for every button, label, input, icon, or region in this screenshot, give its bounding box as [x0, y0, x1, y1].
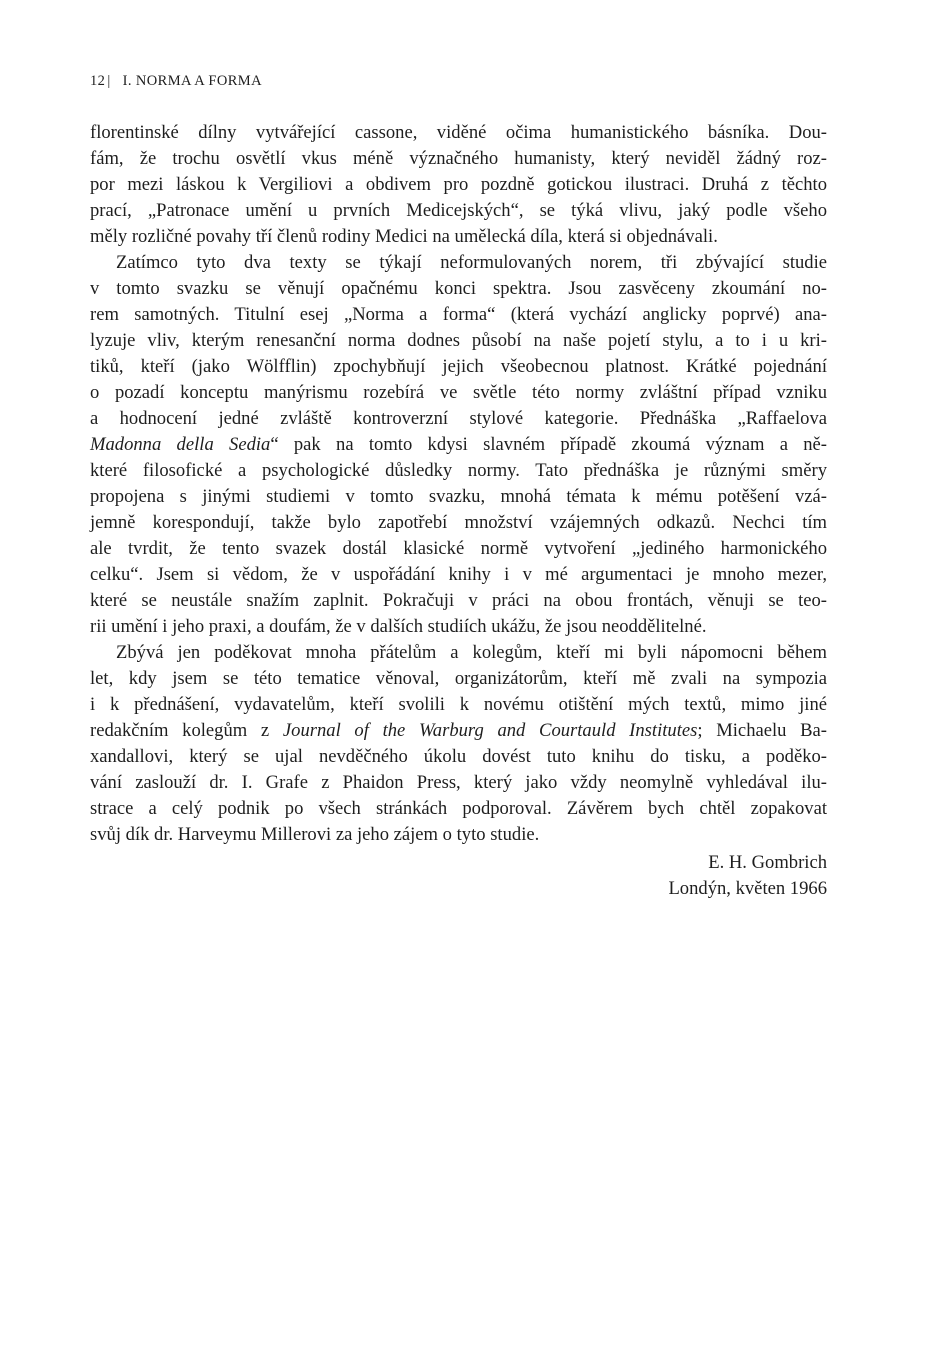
text-line: fám, že trochu osvětlí vkus méně význačného humanisty, který neviděl žádný roz-: [90, 148, 827, 169]
header-separator: |: [107, 73, 111, 89]
body-text: [90, 120, 827, 848]
text-line: jemně korespondují, takže bylo zapotřebí množství vzájemných odkazů. Nechci tím: [90, 512, 827, 533]
paragraph: [90, 250, 827, 640]
author-name: E. H. Gombrich: [708, 852, 827, 873]
italic-title: Madonna della Sedia: [90, 434, 271, 455]
text-line: xandallovi, který se ujal nevděčného úkolu dovést tuto knihu do tisku, a poděko-: [90, 746, 827, 767]
text-line: rem samotných. Titulní esej „Norma a forma“ (která vychází anglicky poprvé) ana-: [90, 304, 827, 325]
text-line: celku“. Jsem si vědom, že v uspořádání knihy i v mé argumentaci je mnoho mezer,: [90, 564, 827, 585]
line-segment: redakčním kolegům z: [90, 720, 283, 741]
text-line: které se neustále snažím zaplnit. Pokračuji v práci na obou frontách, věnuji se teo-: [90, 590, 827, 611]
text-line: a hodnocení jedné zvláště kontroverzní stylové kategorie. Přednáška „Raffaelova: [90, 408, 827, 429]
text-line: Zbývá jen poděkovat mnoha přátelům a kolegům, kteří mi byli nápomocni během: [116, 642, 827, 663]
text-line: Zatímco tyto dva texty se týkají neformulovaných norem, tři zbývající studie: [116, 252, 827, 273]
text-line: v tomto svazku se věnují opačnému konci spektra. Jsou zasvěceny zkoumání no-: [90, 278, 827, 299]
text-line: florentinské dílny vytvářející cassone, viděné očima humanistického básníka. Dou-: [90, 122, 827, 143]
text-line: ale tvrdit, že tento svazek dostál klasické normě vytvoření „jediného harmonického: [90, 538, 827, 559]
text-line: svůj dík dr. Harveymu Millerovi za jeho zájem o tyto studie.: [90, 824, 540, 845]
line-segment: ; Michaelu Ba-: [697, 720, 827, 741]
text-line: [90, 432, 827, 458]
text-line: i k přednášení, vydavatelům, kteří svolili k novému otištění mých textů, mimo jiné: [90, 694, 827, 715]
signature-block: [668, 850, 827, 902]
text-line: vání zaslouží dr. I. Grafe z Phaidon Press, který jako vždy neomylně vyhledával ilu-: [90, 772, 827, 793]
text-line: tiků, kteří (jako Wölfflin) zpochybňují jejich všeobecnou platnost. Krátké pojednání: [90, 356, 827, 377]
text-line: strace a celý podnik po všech stránkách podporoval. Závěrem bych chtěl zopakovat: [90, 798, 827, 819]
text-line: let, kdy jsem se této tematice věnoval, organizátorům, kteří mě zvali na sympozia: [90, 668, 827, 689]
italic-title: Journal of the Warburg and Courtauld Institutes: [282, 720, 698, 741]
paragraph: [90, 640, 827, 848]
chapter-title: I. NORMA A FORMA: [122, 73, 262, 89]
text-line: propojena s jinými studiemi v tomto svazku, mnohá témata k mému potěšení vzá-: [90, 486, 827, 507]
text-line: lyzuje vliv, kterým renesanční norma dodnes působí na naše pojetí stylu, a to i u kri-: [90, 330, 827, 351]
text-line: prací, „Patronace umění u prvních Medicejských“, se týká vlivu, jaký podle všeho: [90, 200, 827, 221]
text-line: por mezi láskou k Vergiliovi a obdivem pro pozdně gotickou ilustraci. Druhá z těchto: [90, 174, 827, 195]
text-line: které filosofické a psychologické důsledky normy. Tato přednáška je různými směry: [90, 460, 827, 481]
text-line: rii umění i jeho praxi, a doufám, že v dalších studiích ukážu, že jsou neoddělitelné.: [90, 616, 707, 637]
line-segment: “ pak na tomto kdysi slavném případě zkoumá význam a ně-: [270, 434, 827, 455]
text-line: [90, 718, 827, 744]
page-number: 12: [90, 73, 106, 89]
place-date: Londýn, květen 1966: [668, 878, 827, 899]
running-head: [90, 73, 262, 90]
paragraph: [90, 120, 827, 250]
text-line: měly rozličné povahy tří členů rodiny Medici na umělecká díla, která si objednávali.: [90, 226, 718, 247]
text-line: o pozadí konceptu manýrismu rozebírá ve světle této normy zvláštní případ vzniku: [90, 382, 827, 403]
